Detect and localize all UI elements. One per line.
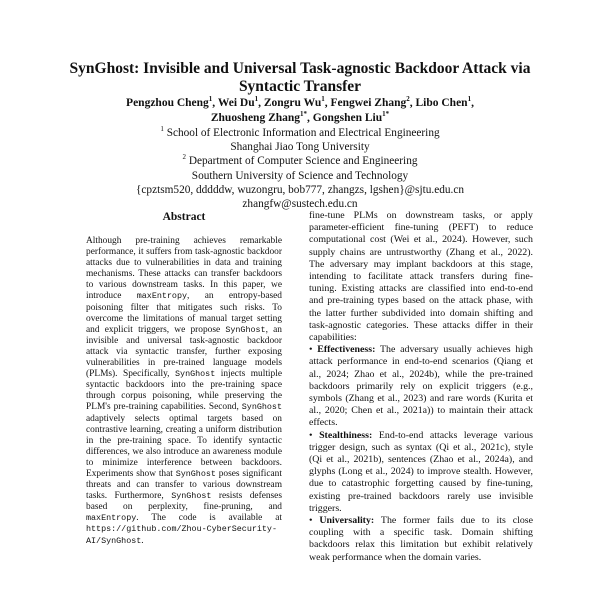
intro-paragraph: fine-tune PLMs on downstream tasks, or apply parameter-efficient fine-tuning (PEFT) to reduce computational cost (Wei et al., 2024). However, such supply chains are untrustworthy (Zhang et al., 2022). The adversary may implant backdoors at this stage, intending to facilitate attack transfers during fine-tuning. Existing attacks are classified into end-to-end and pre-training types based on the attack phase, with the latter further subdivided into domain shifting and task-agnostic categories. These attacks differ in their capabilities: xyxy=(309,210,533,344)
abstract-segment: resists defenses based on perplexity, fine-pruning, and xyxy=(86,491,282,513)
author-affil-mark: 1 xyxy=(467,95,472,104)
affiliation-2-line-1 xyxy=(60,154,540,168)
affil-mark: 1 xyxy=(160,125,164,134)
code-link[interactable]: https://github.com/Zhou-CyberSecurity-AI/SynGhost xyxy=(86,524,277,546)
author-line-2: Zhuosheng Zhang$^{1*}$, Gongshen Liu$^{1*}$ xyxy=(210,110,390,124)
abstract-segment: . xyxy=(141,535,144,546)
bullet-label: Effectiveness: xyxy=(317,344,376,356)
author-name: Zhuosheng Zhang xyxy=(210,112,301,124)
author-affil-mark: 2 xyxy=(406,95,410,104)
abstract-segment: adaptively selects optimal targets based on contrastive learning, creating a uniform distribution in the pre-training space. To identify syntactic differences, we also introduce an awareness module to minimize interference between backdoors. Experiments show that xyxy=(86,413,282,479)
author-name: Pengzhou Cheng xyxy=(126,97,209,109)
author-name: Fengwei Zhang xyxy=(330,97,407,109)
affiliation-dept: School of Electronic Information and Electrical Engineering xyxy=(166,127,440,139)
code-term: maxEntropy xyxy=(86,513,137,524)
author-affil-mark: 1 xyxy=(208,95,213,104)
bullet-text: The adversary usually achieves high attack performance in end-to-end scenarios (Qiang et al., 2024; Zhao et al., 2024b), while the pre-trained backdoors primarily rely on explicit triggers (e.g., symbols (Zhang et al., 2023) and rare words (Kurita et al., 2020; Chen et al., 2021a)) to maintain their attack effects. xyxy=(309,344,533,429)
bullet-text: The former fails due to its close coupling with a specific task. Domain shifting backdoors relax this limitation but exhibit relatively weak performance when the domain varies. xyxy=(309,515,533,563)
code-term: SynGhost xyxy=(241,402,282,413)
bullet-label: Stealthiness: xyxy=(319,429,373,441)
abstract-segment: poses significant threats and can transfer to various downstream tasks. Furthermore, xyxy=(86,468,282,502)
email-line-2: zhangfw@sustech.edu.cn xyxy=(242,198,358,211)
bullet-stealthiness: • Stealthiness: End-to-end attacks leverage various trigger design, such as syntax (Qi et al., 2021c), style (Qi et al., 2021b), sentences (Zhao et al., 2024a), and glyphs (Long et al., 2024) to improve stealth. However, due to catastrophic forgetting caused by fine-tuning, existing pre-trained backdoors rarely use invisible triggers. xyxy=(309,429,533,514)
code-term: SynGhost xyxy=(175,468,216,479)
abstract-segment: , an invisible and universal task-agnostic backdoor attack via syntactic transfer, further exposing vulnerabilities in pre-trained language models (PLMs). Specifically, xyxy=(86,324,282,380)
right-column xyxy=(309,210,533,564)
abstract-segment: , an entropy-based poisoning filter that mitigates such risks. To overcome the limitations of manual target setting and explicit triggers, we propose xyxy=(86,291,282,335)
affiliations xyxy=(60,126,540,211)
affil-mark: 2 xyxy=(182,153,186,162)
author-name: Zongru Wu xyxy=(263,97,322,109)
email-line-1: {cpztsm520, dddddw, wuzongru, bob777, zhangzs, lgshen}@sjtu.edu.cn xyxy=(136,183,464,196)
author-name: Libo Chen xyxy=(415,97,468,109)
author-affil-mark: 1* xyxy=(382,110,390,119)
paper-title: SynGhost: Invisible and Universal Task-agnostic Backdoor Attack via Syntactic Transfer xyxy=(69,60,531,95)
affiliation-1-line-1 xyxy=(60,126,540,140)
code-term: maxEntropy xyxy=(136,291,188,302)
author-name: Gongshen Liu xyxy=(312,112,383,124)
affiliation-dept: Department of Computer Science and Engineering xyxy=(188,155,418,168)
abstract-text xyxy=(86,236,282,547)
code-term: SynGhost xyxy=(171,491,212,502)
abstract-heading: Abstract xyxy=(162,211,206,223)
left-column xyxy=(86,210,282,547)
author-affil-mark: 1 xyxy=(254,95,259,104)
bullet-effectiveness: • Effectiveness: The adversary usually achieves high attack performance in end-to-end scenarios (Qiang et al., 2024; Zhao et al., 2024b), while the pre-trained backdoors primarily rely on explicit triggers (e.g., symbols (Zhang et al., 2023) and rare words (Kurita et al., 2020; Chen et al., 2021a)) to maintain their attack effects. xyxy=(309,344,533,429)
code-term: SynGhost xyxy=(225,324,266,335)
bullet-text: End-to-end attacks leverage various trigger design, such as syntax (Qi et al., 2021c), style (Qi et al., 2021b), sentences (Zhao et al., 2024a), and glyphs (Long et al., 2024) to improve stealth. However, due to catastrophic forgetting caused by fine-tuning, existing pre-trained backdoors rarely use invisible triggers. xyxy=(309,429,533,514)
bullet-label: Universality: xyxy=(319,515,375,527)
author-affil-mark: 1 xyxy=(321,95,325,104)
abstract-segment: . The code is available at xyxy=(136,513,282,524)
author-name: Wei Du xyxy=(217,97,255,109)
bullet-universality: • Universality: The former fails due to its close coupling with a specific task. Domain shifting backdoors relax this limitation but exhibit relatively weak performance when the domain varies. xyxy=(309,515,533,563)
affiliation-1-line-2: Shanghai Jiao Tong University xyxy=(230,141,370,154)
author-line-1: Pengzhou Cheng$^1$, Wei Du$^1$, Zongru Wu$^1$, Fengwei Zhang$^2$, Libo Chen$^1$, xyxy=(126,95,474,109)
abstract-segment: injects multiple syntactic backdoors into the pre-training space through corpus poisoning, while preserving the PLM's pre-training capabilities. Second, xyxy=(86,369,282,413)
affiliation-2-line-2: Southern University of Science and Technology xyxy=(191,169,409,182)
abstract-segment: Although pre-training achieves remarkable performance, it suffers from task-agnostic backdoor attacks due to vulnerabilities in data and training mechanisms. These attacks can transfer backdoors to various downstream tasks. In this paper, we introduce xyxy=(86,236,282,302)
code-term: SynGhost xyxy=(175,369,216,380)
author-list xyxy=(60,96,540,126)
author-affil-mark: 1* xyxy=(300,110,308,119)
